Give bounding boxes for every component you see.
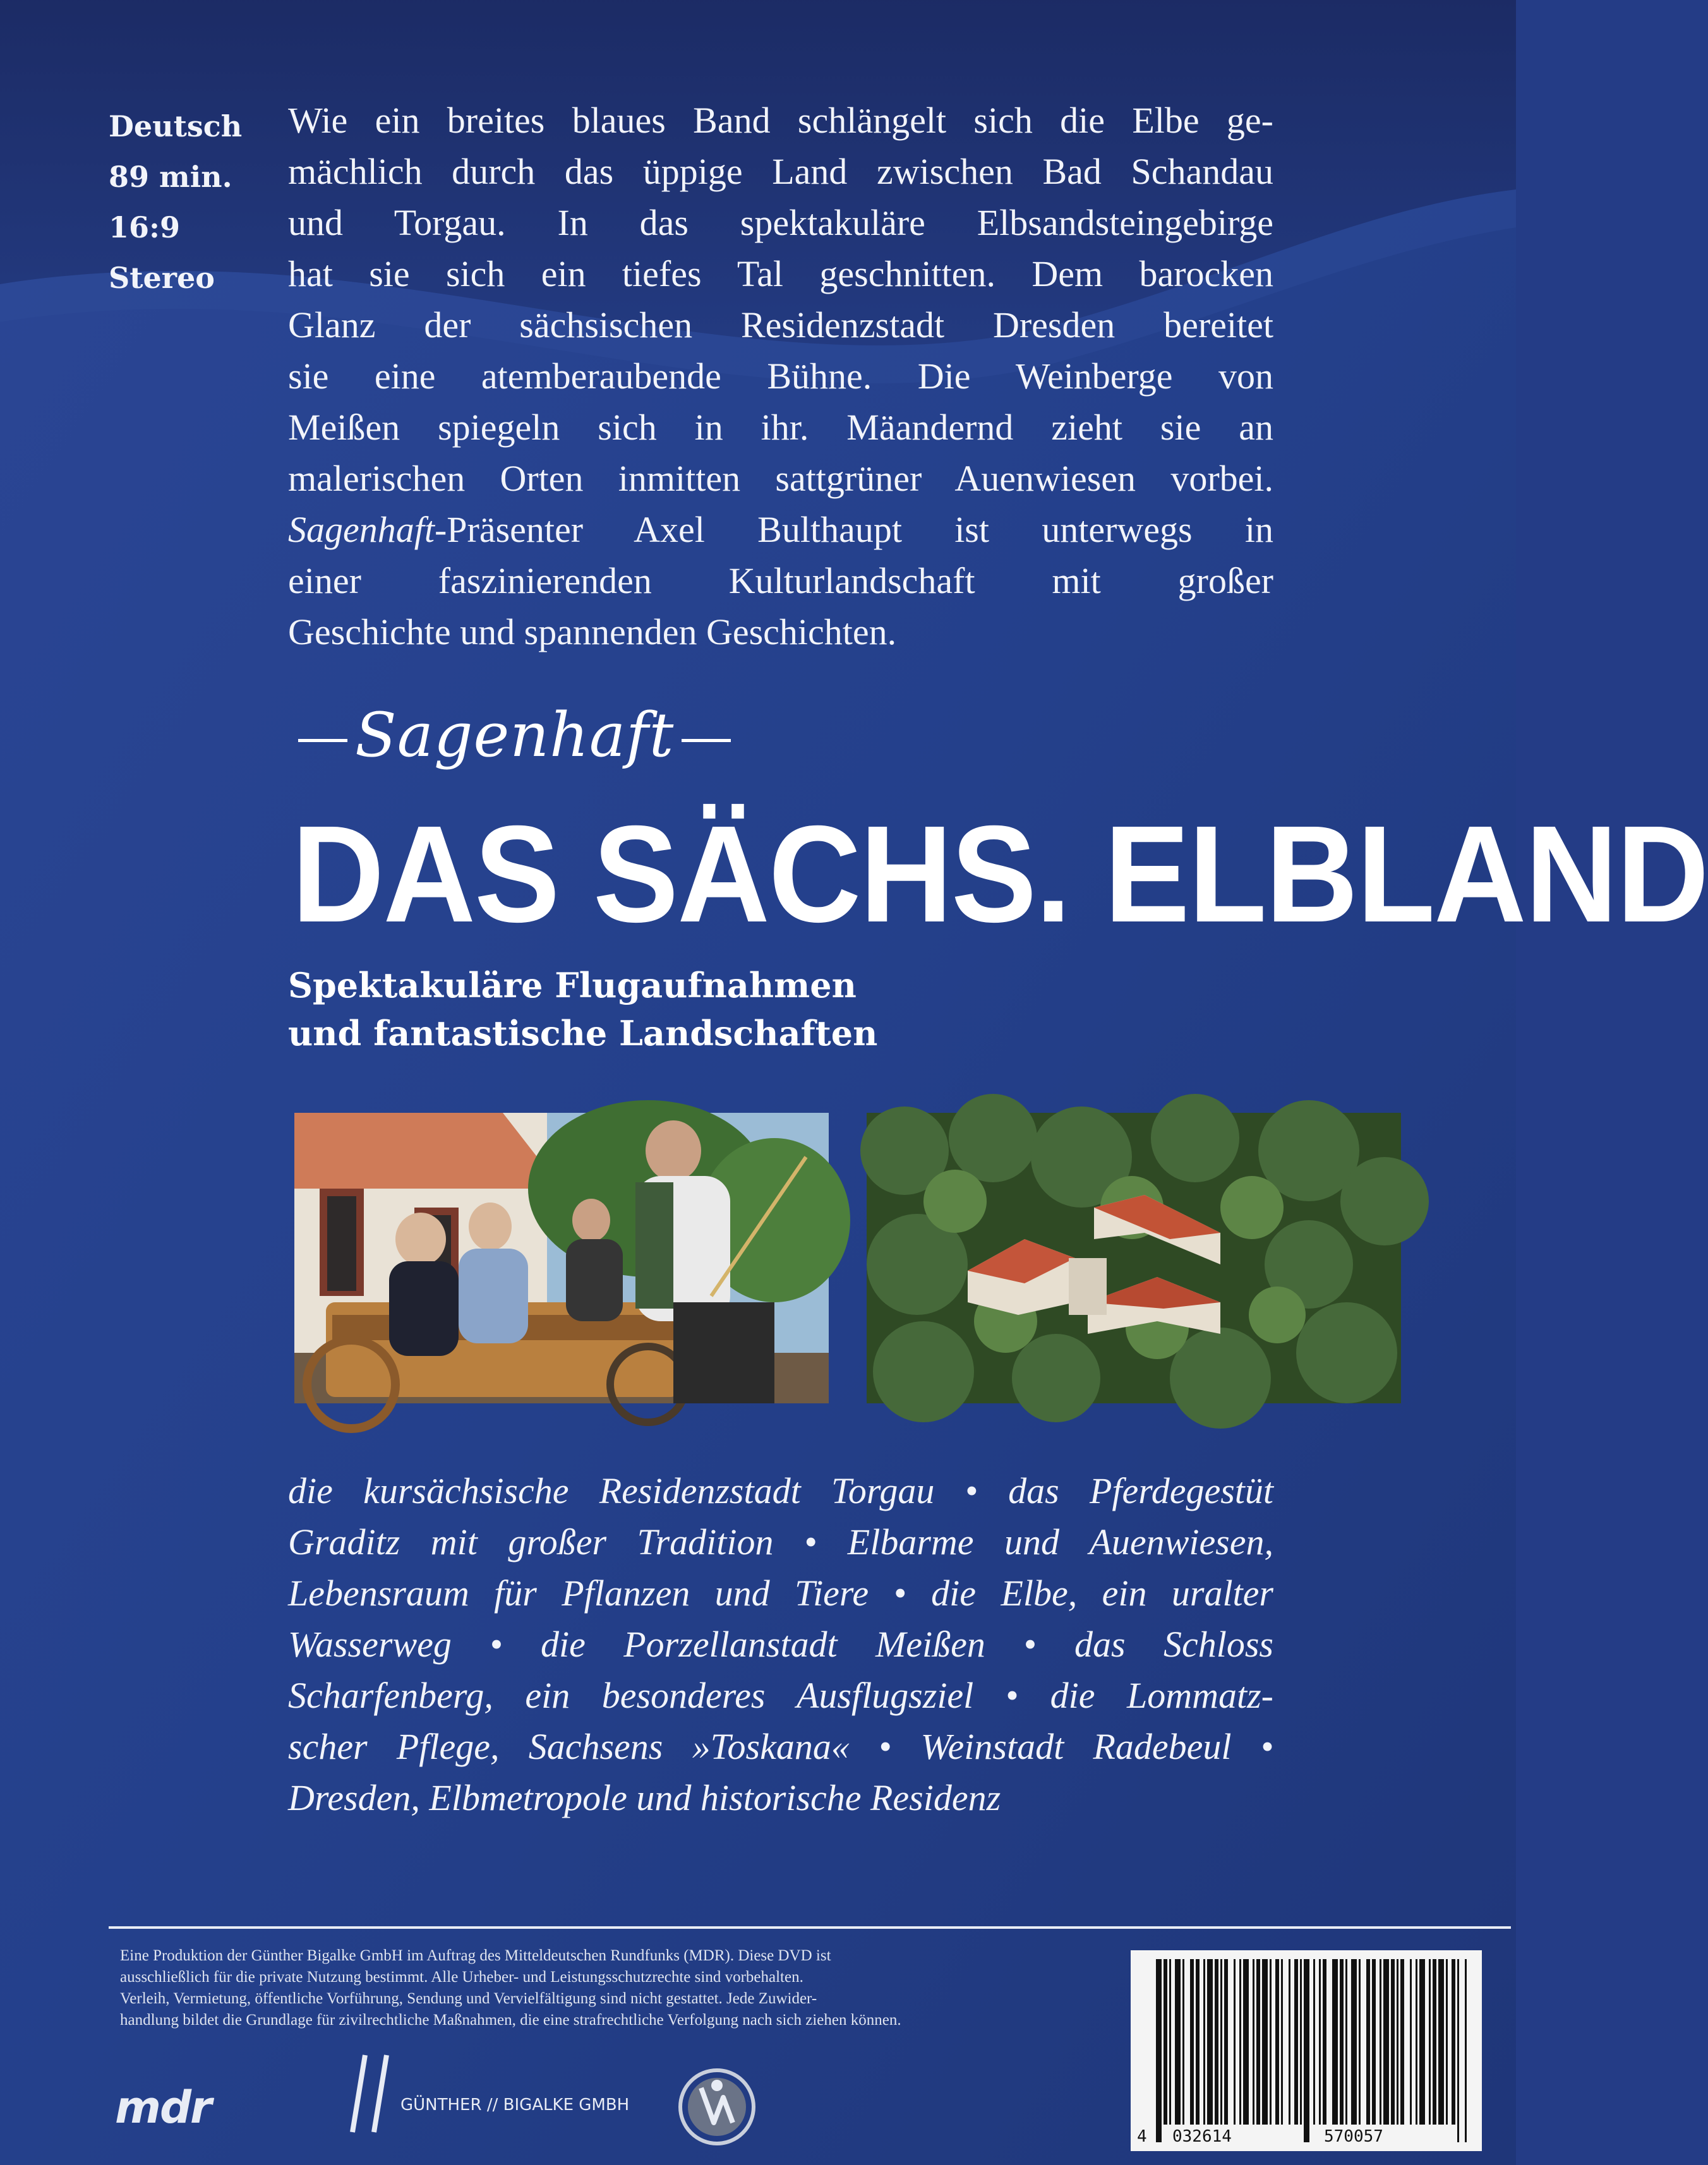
barcode-bar (1438, 1959, 1444, 2125)
barcode-bar (1416, 1959, 1417, 2125)
bigalke-slash-logo (349, 2053, 393, 2135)
barcode-lead-digit: 4 (1137, 2127, 1147, 2146)
barcode-bar (1196, 1959, 1200, 2125)
feature-line: die kursächsische Residenzstadt Torgau • das Pferdegestüt (288, 1470, 1273, 1511)
barcode-bar (1169, 1959, 1171, 2125)
barcode-bar (1410, 1959, 1412, 2125)
description-line: und Torgau. In das spektakuläre Elbsandsteingebirge (288, 202, 1273, 243)
disc-specs (109, 101, 242, 303)
barcode-bar (1419, 1959, 1425, 2125)
barcode-bar (1207, 1959, 1213, 2125)
barcode-bar (1215, 1959, 1218, 2125)
barcode-bar (1429, 1959, 1431, 2125)
barcode-bar (1203, 1959, 1205, 2125)
barcode-bar (1345, 1959, 1347, 2125)
description-line: sie eine atemberaubende Bühne. Die Weinberge von (288, 356, 1273, 397)
barcode-bar (1391, 1959, 1395, 2125)
description-italic-word: Sagenhaft (288, 509, 435, 550)
barcode-bar (1319, 1959, 1321, 2125)
barcode-bar (1366, 1959, 1370, 2125)
description-line (288, 504, 1273, 555)
subtitle-line: und fantastische Landschaften (288, 1013, 878, 1053)
mdr-logo: mdr (115, 2082, 211, 2133)
legal-line: Eine Produktion der Günther Bigalke GmbH im Auftrag des Mitteldeutschen Rundfunks (MDR). Diese DVD ist (120, 1947, 831, 1964)
barcode-bar (1190, 1959, 1194, 2125)
legal-line: ausschließlich für die private Nutzung bestimmt. Alle Urheber- und Leistungsschutzrechte sind vorbehalten. (120, 1969, 803, 1986)
barcode-bar (1300, 1959, 1302, 2125)
series-logo (291, 700, 738, 771)
barcode-bar (1383, 1959, 1389, 2125)
barcode-bar (1340, 1959, 1344, 2125)
barcode-bar (1433, 1959, 1436, 2125)
description-line: Glanz der sächsischen Residenzstadt Dresden bereitet (288, 304, 1273, 345)
barcode-bar (1239, 1959, 1241, 2125)
barcode-bar (1220, 1959, 1222, 2125)
spec-language: Deutsch (109, 109, 243, 143)
barcode-digits-right: 570057 (1324, 2127, 1383, 2146)
series-dash-left (298, 739, 347, 742)
description-line: malerischen Orten inmitten sattgrüner Auenwiesen vorbei. (288, 458, 1273, 499)
feature-line: scher Pflege, Sachsens »Toskana« • Weinstadt Radebeul • (288, 1726, 1273, 1767)
feature-line: Scharfenberg, ein besonderes Ausflugsziel • die Lommatz- (288, 1675, 1273, 1716)
barcode-bar (1294, 1959, 1298, 2125)
barcode-bar (1313, 1959, 1315, 2125)
spec-audio: Stereo (109, 261, 215, 295)
barcode-bar (1359, 1959, 1361, 2125)
barcode-bar (1400, 1959, 1404, 2125)
description-line: Meißen spiegeln sich in ihr. Mäandernd zieht sie an (288, 407, 1273, 448)
barcode-bar (1351, 1959, 1357, 2125)
series-name: Sagenhaft (355, 700, 675, 771)
description-line: Geschichte und spannenden Geschichten. (288, 611, 897, 652)
barcode-bar (1452, 1959, 1455, 2125)
footer-divider (109, 1926, 1511, 1929)
legal-line: handlung bildet die Grundlage für zivilrechtliche Maßnahmen, die eine strafrechtliche Verfolgung nach sich ziehen können. (120, 2012, 901, 2029)
barcode-bar (1289, 1959, 1290, 2125)
barcode-bar (1243, 1959, 1249, 2125)
barcode-bar (1224, 1959, 1228, 2125)
fsk-seal-icon (676, 2063, 758, 2151)
barcode-bar (1270, 1959, 1272, 2125)
subtitle (288, 961, 877, 1057)
feature-line: Wasserweg • die Porzellanstadt Meißen • das Schloss (288, 1624, 1273, 1665)
barcode-bar (1397, 1959, 1398, 2125)
barcode-bar (1457, 1959, 1459, 2142)
feature-list (288, 1465, 1273, 1823)
barcode-bar (1281, 1959, 1283, 2125)
legal-notice (120, 1945, 1068, 2031)
photo-carriage-ride (294, 1113, 829, 1403)
barcode-bar (1372, 1959, 1376, 2125)
barcode-bar (1253, 1959, 1254, 2125)
barcode-bar (1156, 1959, 1162, 2142)
barcode-bar (1256, 1959, 1260, 2125)
barcode-bar (1275, 1959, 1279, 2125)
barcode-bar (1304, 1959, 1309, 2142)
barcode-digits-left: 032614 (1172, 2127, 1232, 2146)
feature-line: Graditz mit großer Tradition • Elbarme und Auenwiesen, (288, 1521, 1273, 1562)
barcode-label (1131, 1950, 1482, 2151)
legal-line: Verleih, Vermietung, öffentliche Vorführung, Sendung und Vervielfältigung sind nicht gestattet. Jede Zuwider- (120, 1990, 817, 2007)
description-line: mächlich durch das üppige Land zwischen Bad Schandau (288, 151, 1273, 192)
feature-line: Dresden, Elbmetropole und historische Residenz (288, 1777, 1001, 1818)
photo-castle-aerial (867, 1113, 1401, 1403)
feature-line: Lebensraum für Pflanzen und Tiere • die Elbe, ein uralter (288, 1573, 1273, 1614)
barcode-bar (1175, 1959, 1181, 2125)
barcode-bar (1446, 1959, 1448, 2125)
main-title: DAS SÄCHS. ELBLAND (292, 798, 1708, 951)
barcode-bar (1465, 1959, 1467, 2142)
barcode-icon (1131, 1950, 1482, 2151)
barcode-bar (1323, 1959, 1326, 2125)
barcode-bar (1262, 1959, 1268, 2125)
description-line: einer faszinierenden Kulturlandschaft mit großer (288, 560, 1273, 601)
barcode-bar (1380, 1959, 1381, 2125)
spec-aspect-ratio: 16:9 (109, 210, 181, 244)
description-text (288, 95, 1273, 657)
description-line-rest: -Präsenter Axel Bulthaupt ist unterwegs in (434, 509, 1273, 550)
spec-runtime: 89 min. (109, 160, 232, 194)
barcode-bar (1164, 1959, 1167, 2125)
series-dash-right (682, 739, 731, 742)
description-line: Wie ein breites blaues Band schlängelt sich die Elbe ge- (288, 100, 1273, 141)
producer-name: GÜNTHER // BIGALKE GMBH (400, 2096, 630, 2114)
barcode-bar (1234, 1959, 1236, 2125)
barcode-bar (1182, 1959, 1184, 2125)
description-line: hat sie sich ein tiefes Tal geschnitten. Dem barocken (288, 253, 1273, 294)
barcode-bar (1332, 1959, 1338, 2125)
subtitle-line: Spektakuläre Flugaufnahmen (288, 965, 857, 1005)
